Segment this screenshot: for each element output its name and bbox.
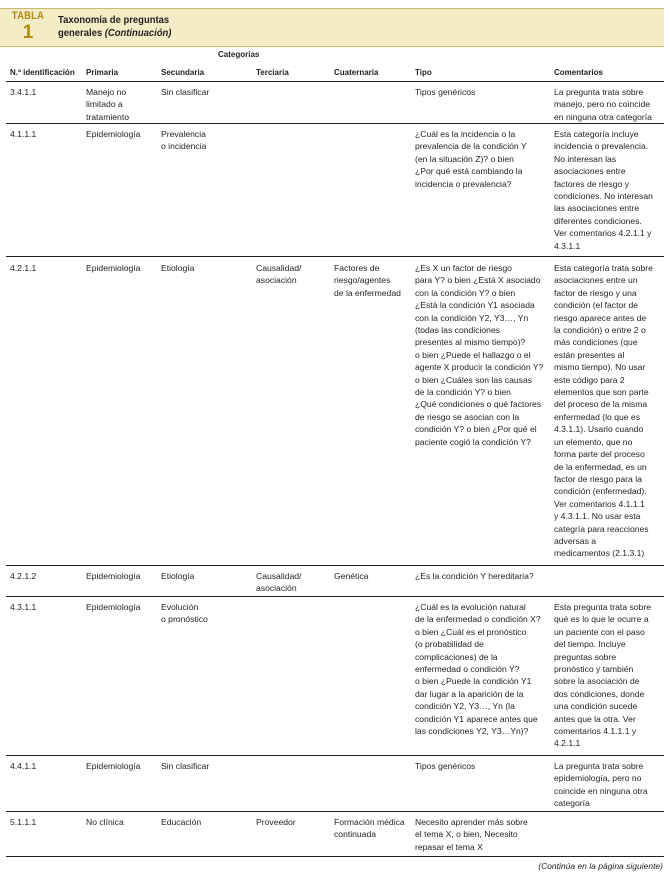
cell-line: Esta pregunta trata sobre [554, 602, 651, 612]
cell-line: coincide en ninguna otra [554, 785, 648, 796]
cell-line: más condiciones (que [554, 337, 638, 348]
col-header-tipo: Tipo [415, 68, 432, 77]
cell-line: del tiempo. Incluye [554, 639, 626, 650]
cell-line: ¿Cuál es la evolución natural [415, 602, 526, 612]
cell-line: ¿Está la condición Y1 asociada [415, 300, 535, 311]
categorias-label: Categorías [218, 50, 260, 59]
cell-line: La pregunta trata sobre [554, 761, 644, 771]
cell-line: 4.3.1.1). Usarlo cuando [554, 424, 644, 435]
col-header-terciaria: Terciaria [256, 68, 289, 77]
cell-cuaternaria [334, 262, 414, 299]
cell-line: No interesan las [554, 153, 617, 164]
cell-line: manejo, pero no coincide [554, 99, 651, 110]
cell-line: ¿Es X un factor de riesgo [415, 263, 512, 273]
cell-line: condiciones. No interesan [554, 191, 653, 202]
row-separator [6, 565, 664, 566]
cell-cuaternaria [334, 816, 414, 841]
cell-line: de la enfermedad, es un [554, 461, 647, 472]
cell-line: Genética [334, 571, 369, 581]
cell-line: una condición sucede [554, 701, 638, 712]
cell-line: factor de riesgo para la [554, 473, 642, 484]
cell-line: de riesgo se asocian con la [415, 411, 520, 422]
cell-line: Epidemiología [86, 571, 141, 581]
cell-primaria [86, 601, 158, 613]
table-title-line2 [58, 27, 171, 40]
cell-line: qué es lo que le ocurre a [554, 614, 649, 625]
cell-line: ¿Por qué está cambiando la [415, 166, 523, 177]
cell-line: Sin clasificar [161, 761, 210, 771]
cell-line: o bien ¿Cuál es el pronóstico [415, 626, 527, 637]
cell-line: Etiología [161, 263, 195, 273]
cell-secundaria [161, 128, 253, 153]
cell-line: Necesito aprender más sobre [415, 817, 528, 827]
cell-line: o pronóstico [161, 614, 208, 625]
table-title-continuation: (Continuación) [104, 27, 172, 39]
cell-line: ¿Es la condición Y hereditaria? [415, 571, 534, 581]
cell-line: Epidemiología [86, 761, 141, 771]
cell-comentarios [554, 86, 666, 123]
cell-line: Causalidad/ [256, 263, 302, 273]
cell-line: un paciente con el paso [554, 626, 645, 637]
cell-line: repasar el tema X [415, 841, 483, 852]
cell-tipo [415, 570, 552, 582]
row-separator [6, 596, 664, 597]
cell-line: con la condición Y? o bien [415, 287, 516, 298]
cell-line: la condición) o entre 2 o [554, 325, 646, 336]
cell-line: Ver comentarios 4.1.1.1 [554, 498, 645, 509]
row-separator [6, 755, 664, 756]
cell-line: continuada [334, 829, 377, 840]
cell-id [10, 760, 82, 772]
cell-tipo [415, 601, 552, 737]
cell-line: de la condición Y? o bien [415, 387, 511, 398]
cell-line: incidencia o prevalencia? [415, 178, 512, 189]
cell-line: sobre la asociación de [554, 676, 640, 687]
row-id: 4.1.1.1 [10, 129, 37, 139]
cell-line: del proceso de la misma [554, 399, 648, 410]
cell-line: Evolución [161, 602, 199, 612]
cell-line: o bien ¿Puede la condición Y1 [415, 676, 532, 687]
cell-line: enfermedad (lo que es [554, 411, 640, 422]
cell-tipo [415, 128, 552, 190]
cell-line: condición Y? o bien ¿Por qué el [415, 424, 537, 435]
row-separator [6, 123, 664, 124]
cell-line: asociación [256, 583, 297, 594]
cell-secundaria [161, 816, 253, 828]
cell-line: factores de riesgo y [554, 178, 629, 189]
cell-line: Causalidad/ [256, 571, 302, 581]
cell-tipo [415, 262, 552, 448]
bottom-rule [6, 856, 664, 857]
row-id: 4.3.1.1 [10, 602, 37, 612]
cell-line: antes que la otra. Ver [554, 713, 636, 724]
table-title [58, 14, 171, 40]
cell-line: (o probabilidad de [415, 639, 484, 650]
row-id: 4.4.1.1 [10, 761, 37, 771]
table-label-word: TABLA [11, 10, 45, 22]
cell-line: o incidencia [161, 141, 207, 152]
cell-line: paciente cogió la condición Y? [415, 436, 531, 447]
cell-line: mismo tiempo). No usar [554, 362, 646, 373]
cell-line: están presentes al [554, 349, 625, 360]
cell-line: condición Y2, Y3…, Yn (la [415, 701, 515, 712]
row-id: 3.4.1.1 [10, 87, 37, 97]
cell-line: ¿Qué condiciones o qué factores [415, 399, 542, 410]
cell-line: riesgo/agentes [334, 275, 391, 286]
table-title-plain: generales [58, 27, 103, 39]
cell-secundaria [161, 601, 253, 626]
cell-line: factor de riesgo y una [554, 287, 637, 298]
cell-line: Formación médica [334, 817, 405, 827]
cell-line: Etiología [161, 571, 195, 581]
cell-line: La pregunta trata sobre [554, 87, 644, 97]
cell-line: comentarios 4.1.1.1 y [554, 726, 637, 737]
cell-line: Epidemiología [86, 602, 141, 612]
cell-line: epidemiología, pero no [554, 773, 642, 784]
cell-line: este código para 2 [554, 374, 625, 385]
cell-line: No clínica [86, 817, 124, 827]
cell-line: Educación [161, 817, 202, 827]
cell-line: agente X producir la condición Y? [415, 362, 544, 373]
row-id: 4.2.1.2 [10, 571, 37, 581]
cell-line: el tema X, o bien, Necesito [415, 829, 518, 840]
cell-line: para Y? o bien ¿Está X asociado [415, 275, 541, 286]
cell-comentarios [554, 262, 666, 560]
cell-line: dar lugar a la aparición de la [415, 688, 524, 699]
cell-line: condición (el factor de [554, 300, 639, 311]
cell-line: preguntas sobre [554, 651, 617, 662]
cell-id [10, 262, 82, 274]
table-label [8, 11, 48, 42]
cell-line: ¿Cuál es la incidencia o la [415, 129, 516, 139]
cell-line: forma parte del proceso [554, 449, 645, 460]
header-rule [6, 81, 664, 82]
cell-id [10, 816, 82, 828]
col-header-id: N.º identificación [10, 68, 75, 77]
cell-line: Epidemiología [86, 263, 141, 273]
cell-line: de la enfermedad o condición X? [415, 614, 541, 625]
cell-primaria [86, 128, 158, 140]
cell-line: Tipos genéricos [415, 87, 476, 97]
cell-secundaria [161, 760, 253, 772]
cell-id [10, 570, 82, 582]
cell-line: Proveedor [256, 817, 296, 827]
cell-line: Factores de [334, 263, 380, 273]
cell-line: categoría [554, 798, 590, 809]
cell-primaria [86, 86, 158, 123]
cell-line: las condiciones Y2, Y3…Yn)? [415, 726, 529, 737]
table-title-line1: Taxonomía de preguntas [58, 14, 170, 26]
cell-line: complicaciones) de la [415, 651, 498, 662]
continuation-note: (Continúa en la página siguiente) [538, 861, 663, 871]
cell-line: las asociaciones entre [554, 203, 640, 214]
cell-line: Manejo no [86, 87, 127, 97]
cell-cuaternaria [334, 570, 414, 582]
cell-line: 4.2.1.1 [554, 738, 581, 749]
cell-line: Esta categoría trata sobre [554, 263, 653, 273]
cell-line: diferentes condiciones. [554, 215, 642, 226]
cell-line: dos condiciones, donde [554, 688, 645, 699]
cell-line: en ninguna otra categoría [554, 111, 652, 122]
cell-primaria [86, 570, 158, 582]
cell-line: 4.3.1.1 [554, 240, 581, 251]
cell-tipo [415, 816, 552, 853]
cell-line: de la enfermedad [334, 287, 401, 298]
cell-line: categría para reacciones [554, 523, 649, 534]
row-separator [6, 256, 664, 257]
cell-line: incidencia o prevalencia. [554, 141, 649, 152]
cell-secundaria [161, 262, 253, 274]
cell-line: y 4.3.1.1. No usar esta [554, 511, 641, 522]
cell-comentarios [554, 128, 666, 252]
cell-primaria [86, 262, 158, 274]
cell-primaria [86, 760, 158, 772]
col-header-cuaternaria: Cuaternaria [334, 68, 379, 77]
col-header-secundaria: Secundaria [161, 68, 205, 77]
table-number: 1 [22, 22, 34, 43]
cell-line: Tipos genéricos [415, 761, 476, 771]
cell-line: limitado a [86, 99, 123, 110]
cell-line: pronóstico y también [554, 664, 634, 675]
cell-line: enfermedad o condición Y? [415, 664, 520, 675]
cell-line: elementos que son parte [554, 387, 649, 398]
cell-line: Esta categoría incluye [554, 129, 639, 139]
cell-line: o bien ¿Cuáles son las causas [415, 374, 533, 385]
cell-line: tratamiento [86, 111, 129, 122]
cell-line: asociaciones entre [554, 166, 626, 177]
cell-line: o bien ¿Puede el hallazgo o el [415, 349, 531, 360]
cell-tipo [415, 86, 552, 98]
cell-line: Epidemiología [86, 129, 141, 139]
row-id: 5.1.1.1 [10, 817, 37, 827]
cell-line: Ver comentarios 4.2.1.1 y [554, 228, 652, 239]
cell-id [10, 86, 82, 98]
cell-comentarios [554, 601, 666, 750]
cell-line: condición (enfermedad). [554, 486, 647, 497]
cell-line: Sin clasificar [161, 87, 210, 97]
cell-secundaria [161, 570, 253, 582]
cell-line: condición Y1 aparece antes que [415, 713, 538, 724]
cell-terciaria [256, 262, 332, 287]
cell-terciaria [256, 570, 332, 595]
cell-line: asociación [256, 275, 297, 286]
table-header-band [0, 8, 664, 47]
cell-primaria [86, 816, 158, 828]
cell-comentarios [554, 760, 666, 810]
cell-secundaria [161, 86, 253, 98]
cell-line: (en la situación Z)? o bien [415, 153, 514, 164]
cell-line: riesgo aparece antes de [554, 312, 647, 323]
row-id: 4.2.1.1 [10, 263, 37, 273]
cell-line: presentes al mismo tiempo)? [415, 337, 526, 348]
cell-line: (todas las condiciones [415, 325, 501, 336]
cell-line: medicamentos (2.1.3.1) [554, 548, 645, 559]
row-separator [6, 811, 664, 812]
cell-id [10, 601, 82, 613]
col-header-primaria: Primaria [86, 68, 119, 77]
cell-id [10, 128, 82, 140]
cell-line: prevalencia de la condición Y [415, 141, 527, 152]
cell-line: un elemento, que no [554, 436, 633, 447]
cell-line: con la condición Y2, Y3…, Yn [415, 312, 529, 323]
cell-terciaria [256, 816, 332, 828]
cell-line: asociaciones entre un [554, 275, 638, 286]
col-header-comentarios: Comentarios [554, 68, 603, 77]
cell-tipo [415, 760, 552, 772]
cell-line: adversas a [554, 535, 597, 546]
cell-line: Prevalencia [161, 129, 206, 139]
